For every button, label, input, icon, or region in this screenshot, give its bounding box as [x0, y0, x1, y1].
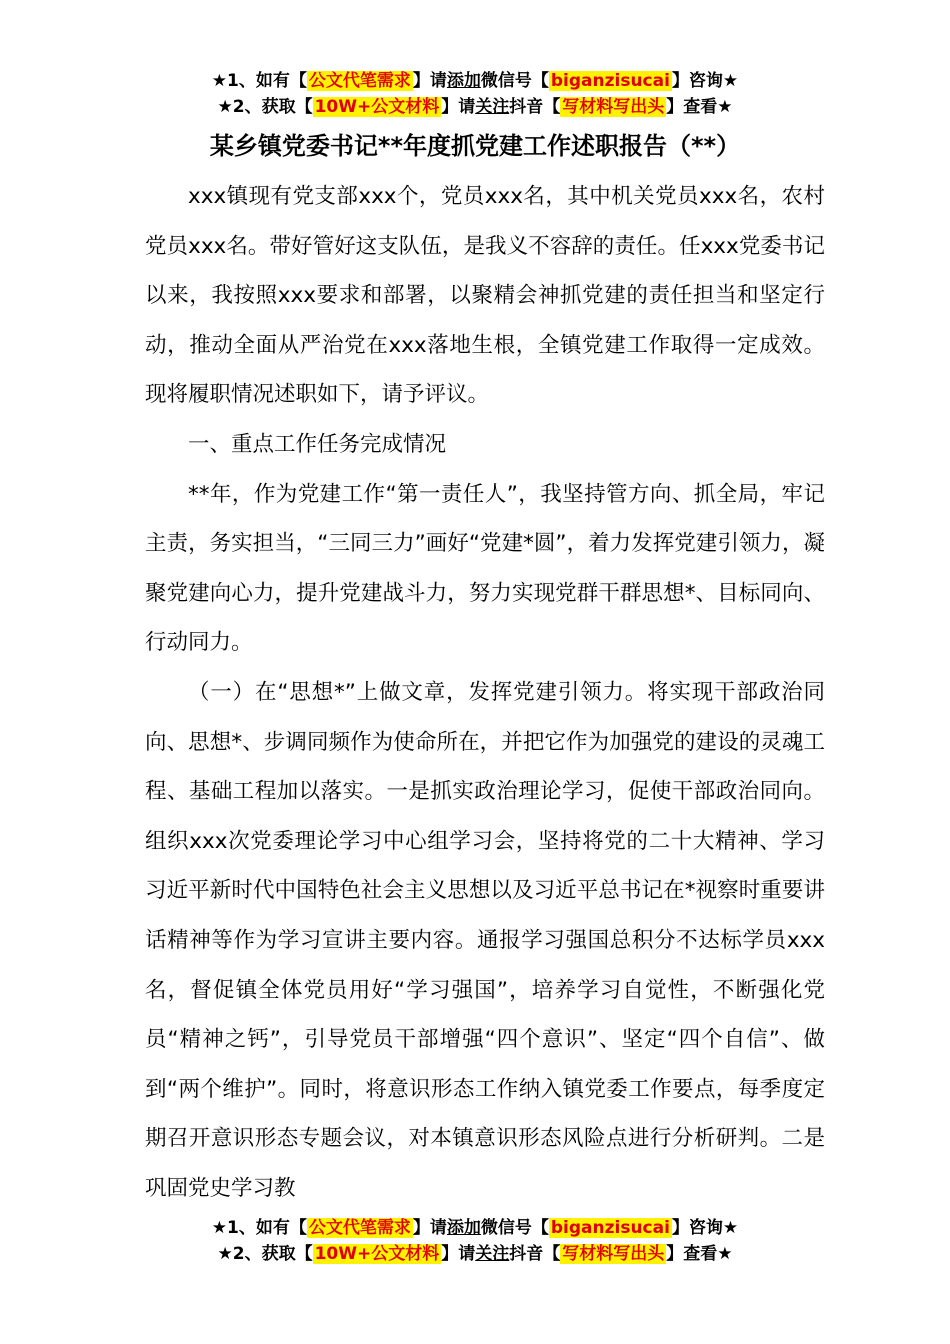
- promo-text: 】请: [412, 71, 447, 91]
- promo-highlight: 写材料写出头: [562, 1244, 665, 1264]
- promo-text: 】咨询★: [671, 71, 739, 91]
- document-title: 某乡镇党委书记**年度抓党建工作述职报告（**）: [209, 132, 741, 160]
- promo-underlined: 关注: [475, 1244, 510, 1264]
- document-body: [145, 172, 825, 1213]
- section-heading: 一、重点工作任务完成情况: [188, 431, 447, 457]
- promo-text: 】请: [441, 1244, 476, 1264]
- promo-line-1: [0, 68, 950, 94]
- promo-text: 抖音【: [509, 97, 561, 117]
- promo-highlight: 写材料写出头: [562, 97, 665, 117]
- promo-text: ★1、如有【: [211, 1218, 307, 1238]
- paragraph-subsection-1: （一）在“思想*”上做文章，发挥党建引领力。将实现干部政治同向、思想*、步调同频作为使命所在，并把它作为加强党的建设的灵魂工程、基础工程加以落实。一是抓实政治理论学习，促使干部政治同向。组织xxx次党委理论学习中心组学习会，坚持将党的二十大精神、学习习近平新时代中国特色社会主义思想以及习近平总书记在*视察时重要讲话精神等作为学习宣讲主要内容。通报学习强国总积分不达标学员xxx名，督促镇全体党员用好“学习强国”，培养学习自觉性，不断强化党员“精神之钙”，引导党员干部增强“四个意识”、坚定“四个自信”、做到“两个维护”。同时，将意识形态工作纳入镇党委工作要点，每季度定期召开意识形态专题会议，对本镇意识形态风险点进行分析研判。二是巩固党史学习教: [145, 679, 825, 1201]
- promo-highlight: biganzisucai: [550, 1218, 670, 1238]
- promo-underlined: 添加: [446, 1218, 481, 1238]
- promo-line-1: [0, 1215, 950, 1241]
- promo-text: 抖音【: [509, 1244, 561, 1264]
- promo-line-2: [0, 1241, 950, 1267]
- promo-line-2: [0, 94, 950, 120]
- promo-banner-top: [0, 68, 950, 120]
- promo-text: 】请: [412, 1218, 447, 1238]
- promo-text: ★1、如有【: [211, 71, 307, 91]
- promo-highlight: 公文代笔需求: [308, 71, 411, 91]
- paragraph-intro: xxx镇现有党支部xxx个，党员xxx名，其中机关党员xxx名，农村党员xxx名。带好管好这支队伍，是我义不容辞的责任。任xxx党委书记以来，我按照xxx要求和部署，以聚精会神抓党建的责任担当和坚定行动，推动全面从严治党在xxx落地生根，全镇党建工作取得一定成效。现将履职情况述职如下，请予评议。: [145, 184, 825, 408]
- promo-underlined: 关注: [475, 97, 510, 117]
- promo-text: ★2、获取【: [217, 97, 313, 117]
- promo-highlight: 10W+公文材料: [314, 1244, 440, 1264]
- promo-underlined: 添加: [446, 71, 481, 91]
- promo-highlight: biganzisucai: [550, 71, 670, 91]
- promo-text: 】请: [441, 97, 476, 117]
- promo-text: 】查看★: [666, 1244, 733, 1264]
- promo-highlight: 公文代笔需求: [308, 1218, 411, 1238]
- promo-banner-bottom: [0, 1215, 950, 1267]
- promo-text: 】咨询★: [671, 1218, 739, 1238]
- promo-highlight: 10W+公文材料: [314, 97, 440, 117]
- promo-text: 微信号【: [480, 71, 549, 91]
- promo-text: 微信号【: [480, 1218, 549, 1238]
- promo-text: ★2、获取【: [217, 1244, 313, 1264]
- paragraph-overview: **年，作为党建工作“第一责任人”，我坚持管方向、抓全局，牢记主责，务实担当，“三同三力”画好“党建*圆”，着力发挥党建引领力，凝聚党建向心力，提升党建战斗力，努力实现党群干群思想*、目标同向、行动同力。: [145, 481, 825, 656]
- promo-text: 】查看★: [666, 97, 733, 117]
